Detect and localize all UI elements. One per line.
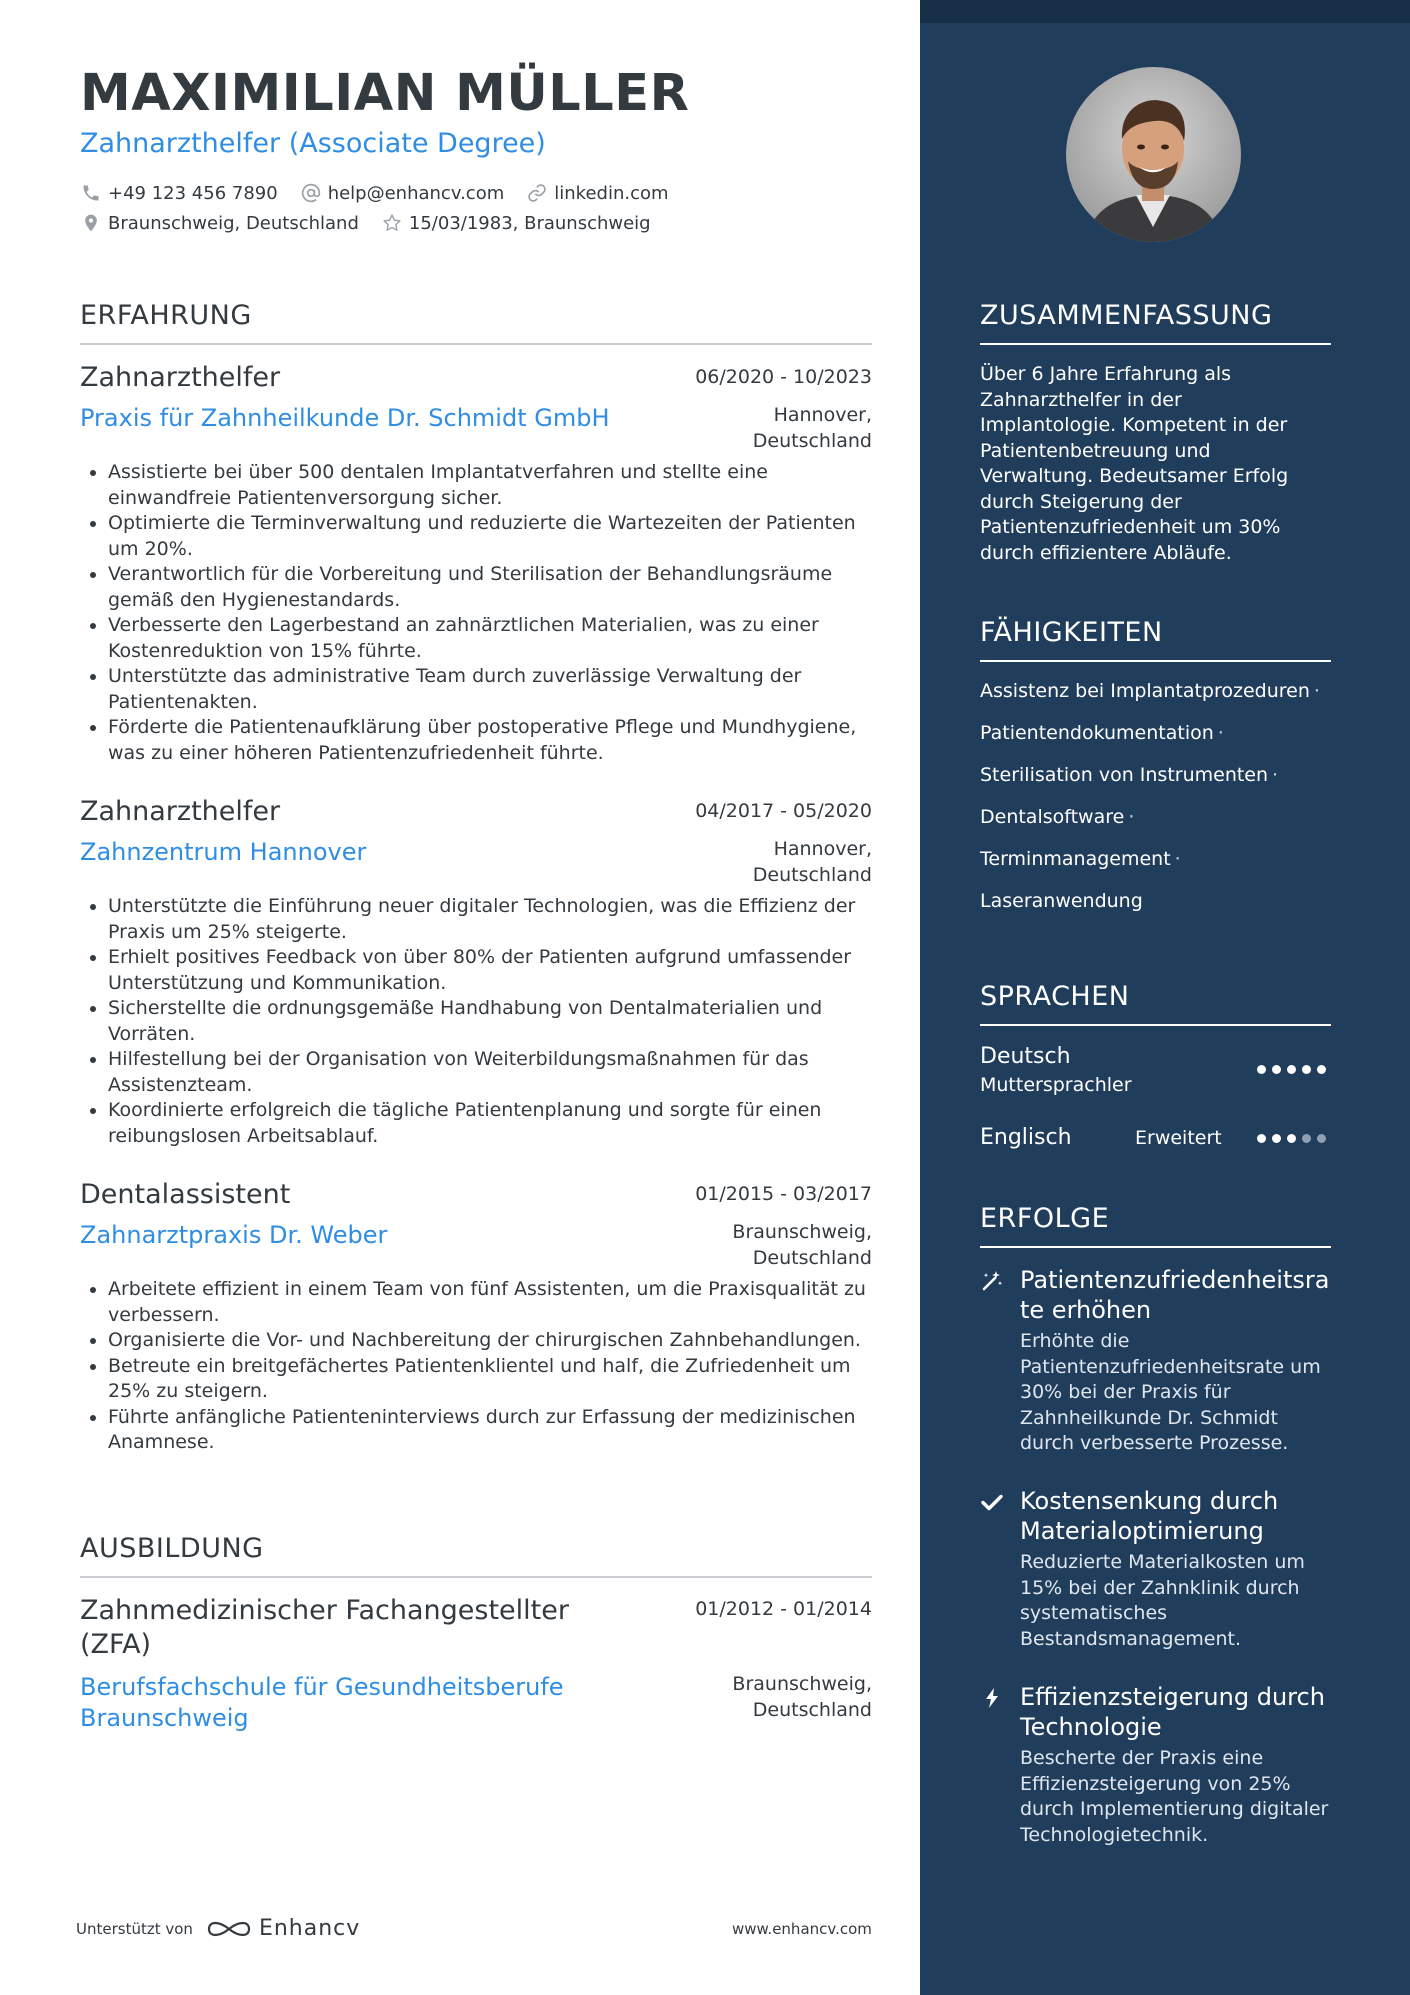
languages-section-title: SPRACHEN xyxy=(980,981,1331,1026)
job-location-line2: Deutschland xyxy=(752,1246,872,1269)
rating-dot-filled xyxy=(1302,1065,1311,1074)
job-bullet: • Führte anfängliche Patienteninterviews durch zur Erfassung der medizinischen Anamnese. xyxy=(108,1405,872,1456)
at-sign-icon xyxy=(300,182,322,204)
achievements-section-title: ERFOLGE xyxy=(980,1203,1331,1248)
rating-dot-filled xyxy=(1272,1134,1281,1143)
education-section-title: AUSBILDUNG xyxy=(80,1533,872,1578)
education-school-line2: Braunschweig xyxy=(80,1704,249,1733)
sidebar-top-bar xyxy=(920,0,1410,23)
achievement-description: Erhöhte die Patientenzufriedenheitsrate um 30% bei der Praxis für Zahnheilkunde Dr. Schmidt durch verbesserte Prozesse. xyxy=(1020,1330,1321,1454)
language-name: Deutsch xyxy=(980,1044,1071,1069)
location-text: Braunschweig, Deutschland xyxy=(108,212,359,234)
achievement-description: Reduzierte Materialkosten um 15% bei der Zahnklinik durch systematisches Bestandsmanagement. xyxy=(1020,1551,1305,1650)
education-degree-line1: Zahnmedizinischer Fachangestellter xyxy=(80,1595,569,1626)
rating-dot-filled xyxy=(1257,1065,1266,1074)
candidate-name: MAXIMILIAN MÜLLER xyxy=(80,64,690,123)
contact-phone[interactable] xyxy=(80,182,278,204)
language-level: Erweitert xyxy=(1135,1127,1222,1149)
language-name: Englisch xyxy=(980,1125,1072,1150)
education-location xyxy=(732,1672,872,1723)
achievement-item xyxy=(980,1682,1335,1848)
skill-separator: · xyxy=(1174,848,1181,870)
job-bullets xyxy=(108,1277,872,1456)
phone-icon xyxy=(80,182,102,204)
magic-wand-icon xyxy=(980,1269,1004,1293)
rating-dot-empty xyxy=(1317,1134,1326,1143)
footer-powered-by[interactable] xyxy=(76,1916,360,1941)
job-dates: 01/2015 - 03/2017 xyxy=(695,1183,872,1205)
skill-separator: · xyxy=(1217,722,1224,744)
achievement-title-line2: Technologie xyxy=(1020,1713,1162,1741)
achievement-title-line1: Effizienzsteigerung durch xyxy=(1020,1683,1325,1711)
skills-section-title: FÄHIGKEITEN xyxy=(980,617,1331,662)
job-bullets xyxy=(108,894,872,1149)
job-bullet: • Organisierte die Vor- und Nachbereitung der chirurgischen Zahnbehandlungen. xyxy=(108,1328,872,1354)
rating-dot-filled xyxy=(1287,1134,1296,1143)
skill-separator: · xyxy=(1313,680,1320,702)
profile-photo xyxy=(1066,67,1241,242)
skill-label: Assistenz bei Implantatprozeduren xyxy=(980,680,1310,702)
job-dates: 06/2020 - 10/2023 xyxy=(695,366,872,388)
rating-dot-filled xyxy=(1272,1065,1281,1074)
checkmark-icon xyxy=(980,1490,1004,1514)
skill-item xyxy=(980,848,1181,870)
job-bullet: • Unterstützte die Einführung neuer digitaler Technologien, was die Effizienz der Praxis um 25% steigerte. xyxy=(108,894,872,945)
job-bullet: • Erhielt positives Feedback von über 80% der Patienten aufgrund umfassender Unterstützung und Kommunikation. xyxy=(108,945,872,996)
rating-dot-filled xyxy=(1317,1065,1326,1074)
achievement-title-line2: Materialoptimierung xyxy=(1020,1517,1264,1545)
job-bullet: • Hilfestellung bei der Organisation von Weiterbildungsmaßnahmen für das Assistenzteam. xyxy=(108,1047,872,1098)
location-pin-icon xyxy=(80,212,102,234)
language-rating xyxy=(1251,1134,1326,1143)
achievement-title-line2: te erhöhen xyxy=(1020,1296,1152,1324)
job-bullet: • Sicherstellte die ordnungsgemäße Handhabung von Dentalmaterialien und Vorräten. xyxy=(108,996,872,1047)
job-location-line1: Hannover, xyxy=(773,404,872,426)
education-school-line1: Berufsfachschule für Gesundheitsberufe xyxy=(80,1673,564,1701)
job-bullet: • Verbesserte den Lagerbestand an zahnärztlichen Materialien, was zu einer Kostenreduktion von 15% führte. xyxy=(108,613,872,664)
link-icon xyxy=(526,182,548,204)
job-location xyxy=(753,837,872,888)
candidate-headline: Zahnarzthelfer (Associate Degree) xyxy=(80,128,546,159)
education-location-line2: Deutschland xyxy=(752,1698,872,1721)
skill-item xyxy=(980,722,1224,744)
rating-dot-empty xyxy=(1302,1134,1311,1143)
job-bullet: • Förderte die Patientenaufklärung über postoperative Pflege und Mundhygiene, was zu einer höheren Patientenzufriedenheit führte. xyxy=(108,715,872,766)
birth-text: 15/03/1983, Braunschweig xyxy=(408,212,651,234)
education-dates: 01/2012 - 01/2014 xyxy=(695,1598,872,1620)
job-bullets xyxy=(108,460,872,766)
job-company[interactable]: Zahnzentrum Hannover xyxy=(80,838,367,866)
skill-separator: · xyxy=(1272,764,1279,786)
footer-website[interactable]: www.enhancv.com xyxy=(732,1920,872,1938)
contact-row-2 xyxy=(80,212,673,234)
experience-section-title: ERFAHRUNG xyxy=(80,300,872,345)
job-dates: 04/2017 - 05/2020 xyxy=(695,800,872,822)
lightning-bolt-icon xyxy=(980,1686,1004,1710)
achievement-item xyxy=(980,1265,1335,1457)
achievement-title xyxy=(1020,1265,1335,1325)
summary-text: Über 6 Jahre Erfahrung als Zahnarzthelfer in der Implantologie. Kompetent in der Patientenbetreuung und Verwaltung. Bedeutsamer Erfolg durch Steigerung der Patientenzufriedenheit um 30% durch effizientere Abläufe. xyxy=(980,363,1289,564)
skill-item xyxy=(980,680,1320,702)
star-icon xyxy=(381,212,403,234)
education-entry xyxy=(80,1594,872,1734)
job-location-line2: Deutschland xyxy=(752,429,872,452)
rating-dot-filled xyxy=(1257,1134,1266,1143)
avatar xyxy=(1066,67,1241,242)
job-bullet: • Optimierte die Terminverwaltung und reduzierte die Wartezeiten der Patienten um 20%. xyxy=(108,511,872,562)
achievement-item xyxy=(980,1486,1335,1652)
job-entry-3 xyxy=(80,1179,872,1456)
education-degree-line2: (ZFA) xyxy=(80,1629,152,1660)
contact-email[interactable] xyxy=(300,182,505,204)
job-bullet: • Arbeitete effizient in einem Team von fünf Assistenten, um die Praxisqualität zu verbessern. xyxy=(108,1277,872,1328)
achievement-title-line1: Kostensenkung durch xyxy=(1020,1487,1279,1515)
job-location-line1: Hannover, xyxy=(773,838,872,860)
summary-section-title: ZUSAMMENFASSUNG xyxy=(980,300,1331,345)
education-degree xyxy=(80,1594,569,1662)
job-company[interactable]: Zahnarztpraxis Dr. Weber xyxy=(80,1221,388,1249)
job-bullet: • Unterstützte das administrative Team durch zuverlässige Verwaltung der Patientenakten. xyxy=(108,664,872,715)
skill-item xyxy=(980,764,1278,786)
job-entry-1 xyxy=(80,362,872,766)
skill-label: Laseranwendung xyxy=(980,890,1143,912)
job-location-line2: Deutschland xyxy=(752,863,872,886)
enhancv-logo-icon xyxy=(205,1917,253,1941)
achievement-description: Bescherte der Praxis eine Effizienzsteigerung von 25% durch Implementierung digitaler Technologietechnik. xyxy=(1020,1747,1329,1846)
achievement-title-line1: Patientenzufriedenheitsra xyxy=(1020,1266,1330,1294)
rating-dot-filled xyxy=(1287,1065,1296,1074)
job-location xyxy=(732,1220,872,1271)
language-rating xyxy=(1251,1065,1326,1074)
contact-row-1 xyxy=(80,182,691,204)
job-bullet: • Koordinierte erfolgreich die tägliche Patientenplanung und sorgte für einen reibungslosen Arbeitsablauf. xyxy=(108,1098,872,1149)
footer-brand: Enhancv xyxy=(258,1916,361,1941)
job-title: Zahnarzthelfer xyxy=(80,796,281,827)
skill-item xyxy=(980,890,1143,912)
job-title: Zahnarzthelfer xyxy=(80,362,281,393)
link-text: linkedin.com xyxy=(554,182,669,204)
contact-birth xyxy=(381,212,651,234)
education-school[interactable] xyxy=(80,1672,564,1734)
achievement-title xyxy=(1020,1486,1335,1546)
job-bullet: • Verantwortlich für die Vorbereitung und Sterilisation der Behandlungsräume gemäß den Hygienestandards. xyxy=(108,562,872,613)
email-text: help@enhancv.com xyxy=(327,182,505,204)
skill-label: Patientendokumentation xyxy=(980,722,1214,744)
skill-item xyxy=(980,806,1134,828)
achievement-title xyxy=(1020,1682,1335,1742)
language-level: Muttersprachler xyxy=(980,1074,1132,1096)
skill-label: Dentalsoftware xyxy=(980,806,1125,828)
skill-separator: · xyxy=(1128,806,1135,828)
job-entry-2 xyxy=(80,796,872,1149)
job-location-line1: Braunschweig, xyxy=(732,1221,872,1243)
education-location-line1: Braunschweig, xyxy=(732,1673,872,1695)
job-company[interactable]: Praxis für Zahnheilkunde Dr. Schmidt GmbH xyxy=(80,404,610,432)
skill-label: Sterilisation von Instrumenten xyxy=(980,764,1269,786)
job-bullet: • Assistierte bei über 500 dentalen Implantatverfahren und stellte eine einwandfreie Patientenversorgung sicher. xyxy=(108,460,872,511)
skill-label: Terminmanagement xyxy=(980,848,1171,870)
contact-link[interactable] xyxy=(526,182,668,204)
phone-text: +49 123 456 7890 xyxy=(108,182,278,204)
job-location xyxy=(753,403,872,454)
contact-location xyxy=(80,212,359,234)
job-title: Dentalassistent xyxy=(80,1179,291,1210)
job-bullet: • Betreute ein breitgefächertes Patientenklientel und half, die Zufriedenheit um 25% zu steigern. xyxy=(108,1354,872,1405)
footer-powered-by-text: Unterstützt von xyxy=(76,1919,193,1938)
